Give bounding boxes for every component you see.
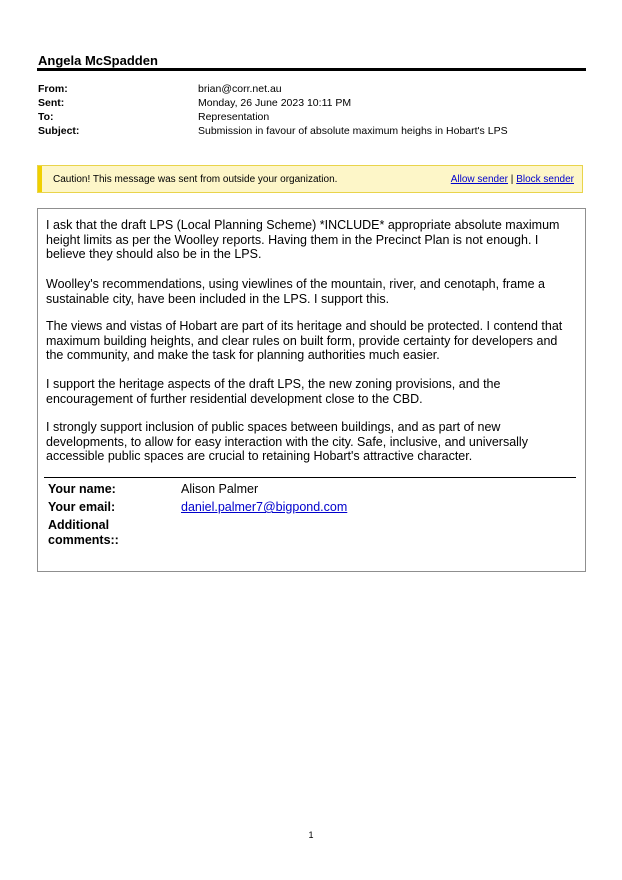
- header-from-value: brian@corr.net.au: [198, 83, 282, 95]
- your-name-label: Your name:: [48, 482, 116, 496]
- allow-sender-link[interactable]: Allow sender: [450, 174, 509, 185]
- header-subject-label: Subject:: [38, 125, 80, 137]
- body-paragraph: I ask that the draft LPS (Local Planning Scheme) *INCLUDE* appropriate absolute maximum height limits as per the Woolley reports. Having them in the Precinct Plan is not enough. I believe they should also be in the LPS.: [46, 218, 560, 261]
- external-caution-banner: [37, 165, 583, 193]
- caution-text: Caution! This message was sent from outside your organization.: [53, 174, 338, 185]
- body-paragraph: I support the heritage aspects of the draft LPS, the new zoning provisions, and the encouragement of further residential development close to the CBD.: [46, 377, 501, 406]
- your-name-value: Alison Palmer: [181, 482, 259, 496]
- sender-name: Angela McSpadden: [38, 53, 158, 68]
- body-paragraph: Woolley's recommendations, using viewlines of the mountain, river, and cenotaph, frame a sustainable city, have been included in the LPS. I support this.: [46, 277, 545, 306]
- form-divider: [44, 477, 576, 478]
- page-number: 1: [308, 830, 314, 840]
- your-email-label: Your email:: [48, 500, 116, 514]
- caution-link-divider: |: [510, 174, 514, 185]
- header-subject-value: Submission in favour of absolute maximum heighs in Hobart's LPS: [198, 125, 508, 137]
- header-divider: [37, 68, 586, 71]
- your-email-link[interactable]: daniel.palmer7@bigpond.com: [181, 500, 348, 514]
- header-sent-label: Sent:: [38, 97, 65, 109]
- caution-accent-bar: [38, 166, 42, 192]
- additional-comments-label: Additional comments::: [48, 518, 119, 547]
- caution-actions: [451, 174, 574, 185]
- body-paragraph: I strongly support inclusion of public spaces between buildings, and as part of new developments, to allow for easy interaction with the city. Safe, inclusive, and universally accessible public spaces are crucial to retaining Hobart's attractive character.: [46, 420, 528, 463]
- header-to-value: Representation: [198, 111, 270, 123]
- body-paragraph: The views and vistas of Hobart are part of its heritage and should be protected. I contend that maximum building heights, and clear rules on built form, provide certainty for developers and the community, and make the task for planning authorities much easier.: [46, 319, 563, 362]
- block-sender-link[interactable]: Block sender: [516, 174, 574, 185]
- header-from-label: From:: [38, 83, 68, 95]
- header-to-label: To:: [38, 111, 54, 123]
- header-sent-value: Monday, 26 June 2023 10:11 PM: [198, 97, 352, 109]
- message-body: [37, 208, 586, 572]
